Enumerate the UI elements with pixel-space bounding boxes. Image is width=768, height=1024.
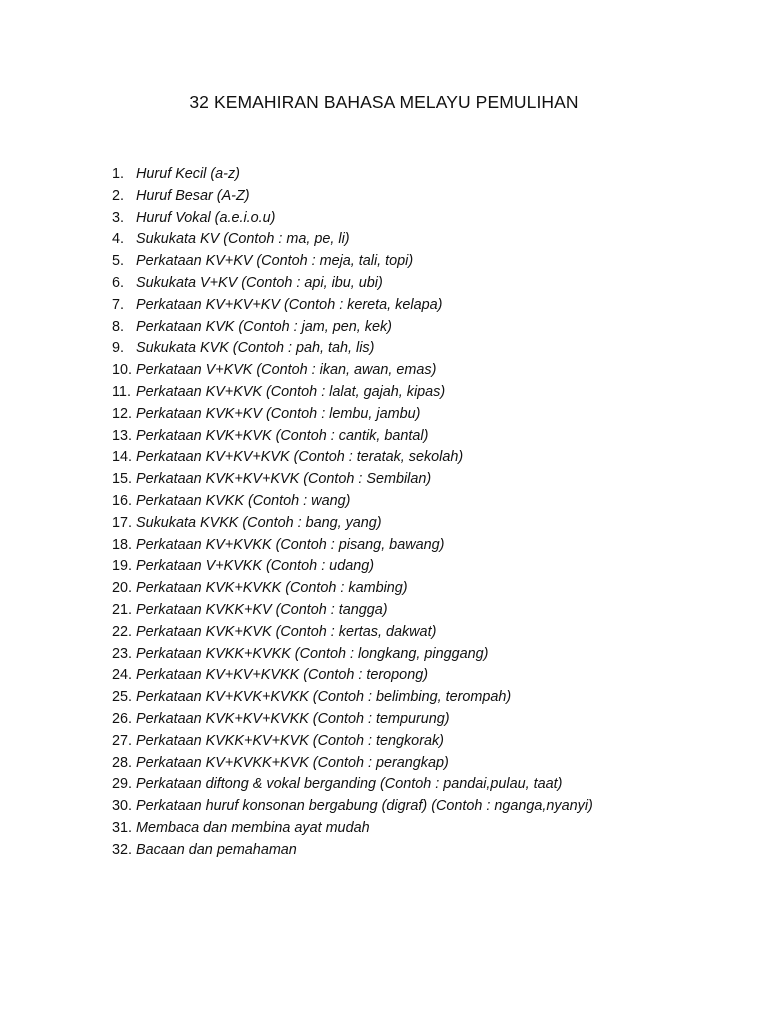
list-item-number: 26. [112, 710, 133, 727]
document-title: 32 KEMAHIRAN BAHASA MELAYU PEMULIHAN [189, 92, 579, 112]
list-item-number: 28. [112, 754, 133, 771]
list-item [112, 426, 593, 448]
list-item [112, 251, 593, 273]
list-item-number: 8. [112, 318, 125, 335]
list-item-text: Perkataan huruf konsonan bergabung (digraf) (Contoh : nganga,nyanyi) [136, 798, 593, 815]
list-item [112, 295, 593, 317]
list-item-text: Huruf Vokal (a.e.i.o.u) [136, 209, 276, 226]
list-item-text: Bacaan dan pemahaman [136, 841, 297, 858]
list-item-number: 6. [112, 274, 125, 291]
list-item-text: Perkataan KV+KVK+KVKK (Contoh : belimbing, terompah) [136, 689, 512, 706]
list-item [112, 208, 593, 230]
list-item [112, 556, 593, 578]
list-item-number: 5. [112, 253, 125, 270]
list-item-text: Perkataan KV+KV+KV (Contoh : kereta, kelapa) [136, 296, 443, 313]
list-item [112, 622, 593, 644]
list-item-number: 4. [112, 231, 125, 248]
list-item-text: Perkataan KVK+KVK (Contoh : cantik, bantal) [136, 427, 429, 444]
list-item [112, 535, 593, 557]
list-item [112, 404, 593, 426]
list-item-number: 29. [112, 776, 133, 793]
list-item-text: Perkataan KVK+KV+KVK (Contoh : Sembilan) [136, 471, 432, 488]
list-item-number: 20. [112, 580, 133, 597]
list-item-number: 25. [112, 689, 133, 706]
list-item [112, 513, 593, 535]
list-item [112, 164, 593, 186]
list-item-number: 2. [112, 187, 125, 204]
list-item [112, 186, 593, 208]
list-item [112, 469, 593, 491]
list-item [112, 731, 593, 753]
list-item [112, 687, 593, 709]
list-item [112, 709, 593, 731]
list-item-text: Perkataan KV+KV+KVKK (Contoh : teropong) [136, 667, 428, 684]
list-item-number: 17. [112, 514, 133, 531]
list-item-text: Perkataan V+KVK (Contoh : ikan, awan, emas) [136, 362, 437, 379]
list-item [112, 273, 593, 295]
list-item [112, 229, 593, 251]
list-item-number: 32. [112, 841, 133, 858]
list-item [112, 818, 593, 840]
list-item-number: 19. [112, 558, 133, 575]
list-item-number: 9. [112, 340, 125, 357]
list-item-text: Perkataan KVKK+KV+KVK (Contoh : tengkorak) [136, 732, 444, 749]
skill-list [112, 164, 593, 862]
list-item-number: 12. [112, 405, 133, 422]
list-item [112, 491, 593, 513]
list-item-number: 22. [112, 623, 133, 640]
list-item-text: Perkataan KV+KV (Contoh : meja, tali, topi) [136, 253, 414, 270]
list-item-text: Perkataan KV+KVK (Contoh : lalat, gajah, kipas) [136, 383, 446, 400]
list-item-text: Perkataan KVKK+KVKK (Contoh : longkang, pinggang) [136, 645, 489, 662]
list-item [112, 644, 593, 666]
list-item-text: Perkataan KV+KV+KVK (Contoh : teratak, sekolah) [136, 449, 464, 466]
list-item-text: Perkataan KVK+KVKK (Contoh : kambing) [136, 580, 408, 597]
list-item [112, 796, 593, 818]
list-item-text: Perkataan KVK+KV+KVKK (Contoh : tempurung) [136, 710, 450, 727]
list-item [112, 447, 593, 469]
list-item [112, 665, 593, 687]
list-item [112, 600, 593, 622]
list-item-number: 3. [112, 209, 125, 226]
list-item-number: 30. [112, 798, 133, 815]
list-item-text: Perkataan diftong & vokal berganding (Contoh : pandai,pulau, taat) [136, 776, 563, 793]
list-item-number: 10. [112, 362, 133, 379]
list-item-text: Sukukata KV (Contoh : ma, pe, li) [136, 231, 350, 248]
list-item [112, 338, 593, 360]
list-item-text: Perkataan KVK+KVK (Contoh : kertas, dakwat) [136, 623, 437, 640]
list-item [112, 382, 593, 404]
list-item-number: 11. [112, 383, 131, 400]
list-item-text: Perkataan KVKK+KV (Contoh : tangga) [136, 601, 388, 618]
list-item-number: 1. [112, 166, 125, 182]
list-item-number: 23. [112, 645, 133, 662]
list-item-number: 16. [112, 492, 133, 509]
list-item [112, 753, 593, 775]
list-item-text: Perkataan KVKK (Contoh : wang) [136, 492, 351, 509]
list-item-text: Membaca dan membina ayat mudah [136, 819, 370, 836]
list-item [112, 360, 593, 382]
list-item [112, 840, 593, 862]
list-item-text: Sukukata KVKK (Contoh : bang, yang) [136, 514, 382, 531]
list-item-number: 13. [112, 427, 133, 444]
list-item [112, 578, 593, 600]
list-item-text: Perkataan KV+KVKK (Contoh : pisang, bawang) [136, 536, 445, 553]
list-item-text: Sukukata KVK (Contoh : pah, tah, lis) [136, 340, 375, 357]
list-item-text: Huruf Kecil (a-z) [136, 166, 240, 182]
list-item [112, 774, 593, 796]
list-item-text: Huruf Besar (A-Z) [136, 187, 250, 204]
list-item-text: Perkataan V+KVKK (Contoh : udang) [136, 558, 374, 575]
list-item-number: 7. [112, 296, 125, 313]
list-item-number: 15. [112, 471, 133, 488]
list-item-number: 24. [112, 667, 133, 684]
list-item-text: Sukukata V+KV (Contoh : api, ibu, ubi) [136, 274, 383, 291]
list-item-number: 21. [112, 601, 133, 618]
list-item-number: 27. [112, 732, 133, 749]
list-item [112, 317, 593, 339]
list-item-number: 31. [112, 819, 133, 836]
list-item-text: Perkataan KVK (Contoh : jam, pen, kek) [136, 318, 392, 335]
list-item-number: 18. [112, 536, 133, 553]
list-item-text: Perkataan KVK+KV (Contoh : lembu, jambu) [136, 405, 421, 422]
list-item-text: Perkataan KV+KVKK+KVK (Contoh : perangkap) [136, 754, 449, 771]
list-item-number: 14. [112, 449, 133, 466]
